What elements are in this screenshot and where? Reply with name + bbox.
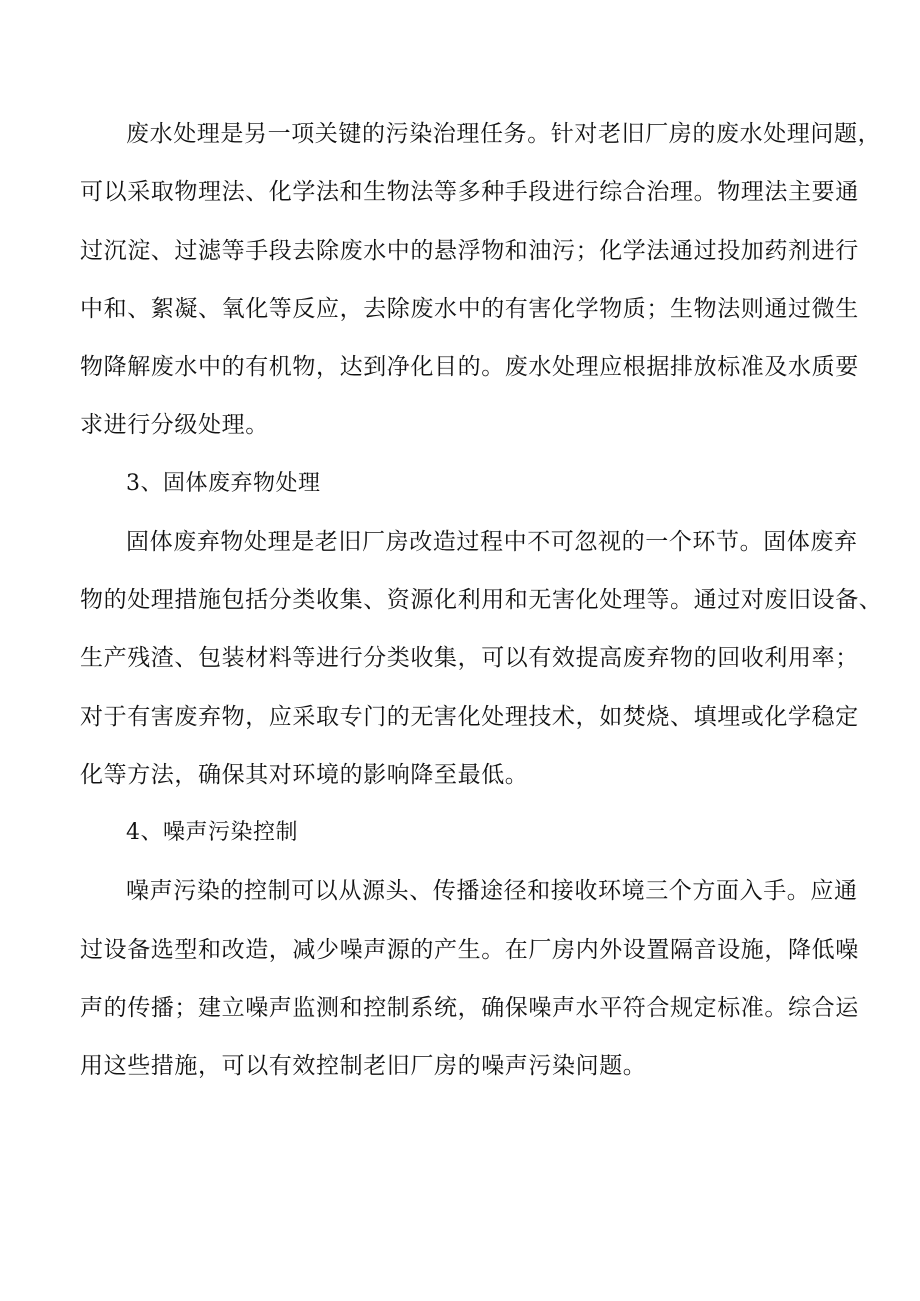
document-body — [80, 105, 883, 1095]
paragraph-line: 物降解废水中的有机物，达到净化目的。废水处理应根据排放标准及水质要 — [80, 354, 859, 381]
paragraph-line: 噪声污染的控制可以从源头、传播途径和接收环境三个方面入手。应通 — [126, 878, 858, 905]
paragraph-line: 中和、絮凝、氧化等反应，去除废水中的有害化学物质；生物法则通过微生 — [80, 295, 859, 322]
paragraph-noise-control — [80, 862, 859, 1095]
paragraph-line: 过设备选型和改造，减少噪声源的产生。在厂房内外设置隔音设施，降低噪 — [80, 936, 859, 963]
paragraph-solid-waste — [80, 513, 883, 804]
paragraph-line: 对于有害废弃物，应采取专门的无害化处理技术，如焚烧、填埋或化学稳定 — [80, 703, 859, 730]
paragraph-line: 废水处理是另一项关键的污染治理任务。针对老旧厂房的废水处理问题， — [126, 121, 882, 147]
section-heading-solid-waste: 3、固体废弃物处理 — [126, 470, 321, 496]
paragraph-line: 固体废弃物处理是老旧厂房改造过程中不可忽视的一个环节。固体废弃 — [126, 528, 858, 555]
paragraph-line: 可以采取物理法、化学法和生物法等多种手段进行综合治理。物理法主要通 — [80, 179, 859, 206]
paragraph-line: 化等方法，确保其对环境的影响降至最低。 — [80, 761, 529, 788]
paragraph-line: 生产残渣、包装材料等进行分类收集，可以有效提高废弃物的回收利用率； — [80, 645, 859, 672]
paragraph-wastewater — [80, 105, 882, 455]
paragraph-line: 物的处理措施包括分类收集、资源化利用和无害化处理等。通过对废旧设备、 — [80, 587, 883, 614]
paragraph-line: 求进行分级处理。 — [80, 412, 269, 439]
paragraph-line: 过沉淀、过滤等手段去除废水中的悬浮物和油污；化学法通过投加药剂进行 — [80, 237, 859, 264]
paragraph-line: 声的传播；建立噪声监测和控制系统，确保噪声水平符合规定标准。综合运 — [80, 994, 859, 1021]
paragraph-line: 用这些措施，可以有效控制老旧厂房的噪声污染问题。 — [80, 1053, 647, 1080]
section-heading-noise-control: 4、噪声污染控制 — [126, 820, 298, 846]
